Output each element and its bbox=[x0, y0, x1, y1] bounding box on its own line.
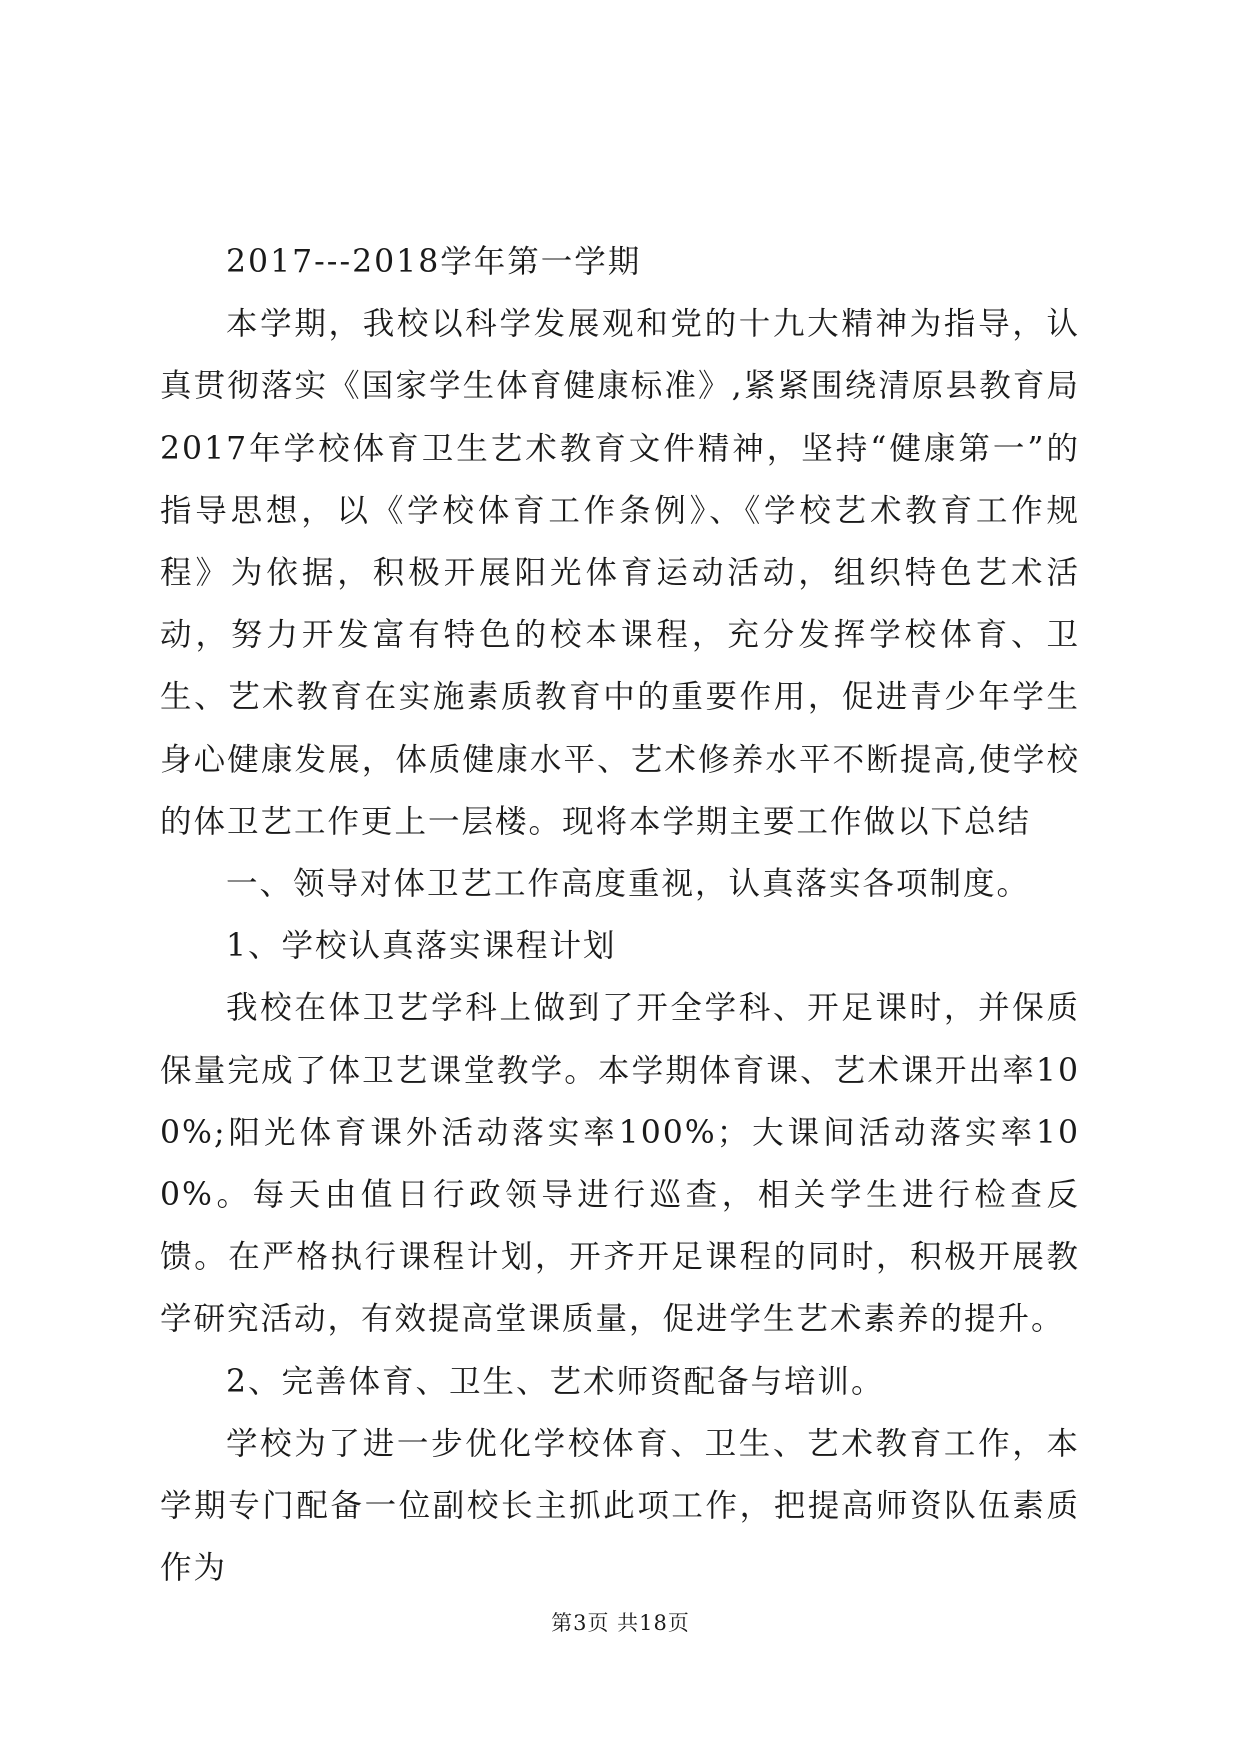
subsection-heading-2: 2、完善体育、卫生、艺术师资配备与培训。 bbox=[226, 1363, 885, 1400]
subsection-heading-1: 1、学校认真落实课程计划 bbox=[226, 928, 617, 965]
semester-heading: 2017---2018学年第一学期 bbox=[226, 244, 642, 280]
page-footer: 第3页 共18页 bbox=[551, 1611, 690, 1635]
document-body bbox=[160, 231, 1080, 1599]
curriculum-paragraph: 我校在体卫艺学科上做到了开全学科、开足课时，并保质保量完成了体卫艺课堂教学。本学期体育课、艺术课开出率100%;阳光体育课外活动落实率100%；大课间活动落实率100%。每天由值日行政领导进行巡查，相关学生进行检查反馈。在严格执行课程计划，开齐开足课程的同时，积极开展教学研究活动，有效提高堂课质量，促进学生艺术素养的提升。 bbox=[160, 990, 1080, 1338]
intro-paragraph: 本学期，我校以科学发展观和党的十九大精神为指导，认真贯彻落实《国家学生体育健康标准》,紧紧围绕清原县教育局2017年学校体育卫生艺术教育文件精神，坚持“健康第一”的指导思想，以《学校体育工作条例》、《学校艺术教育工作规程》为依据，积极开展阳光体育运动活动，组织特色艺术活动，努力开发富有特色的校本课程，充分发挥学校体育、卫生、艺术教育在实施素质教育中的重要作用，促进青少年学生身心健康发展，体质健康水平、艺术修养水平不断提高,使学校的体卫艺工作更上一层楼。现将本学期主要工作做以下总结 bbox=[160, 306, 1080, 840]
section-heading-1: 一、领导对体卫艺工作高度重视，认真落实各项制度。 bbox=[226, 866, 1031, 903]
staffing-paragraph: 学校为了进一步优化学校体育、卫生、艺术教育工作，本学期专门配备一位副校长主抓此项工作，把提高师资队伍素质作为 bbox=[160, 1425, 1080, 1587]
